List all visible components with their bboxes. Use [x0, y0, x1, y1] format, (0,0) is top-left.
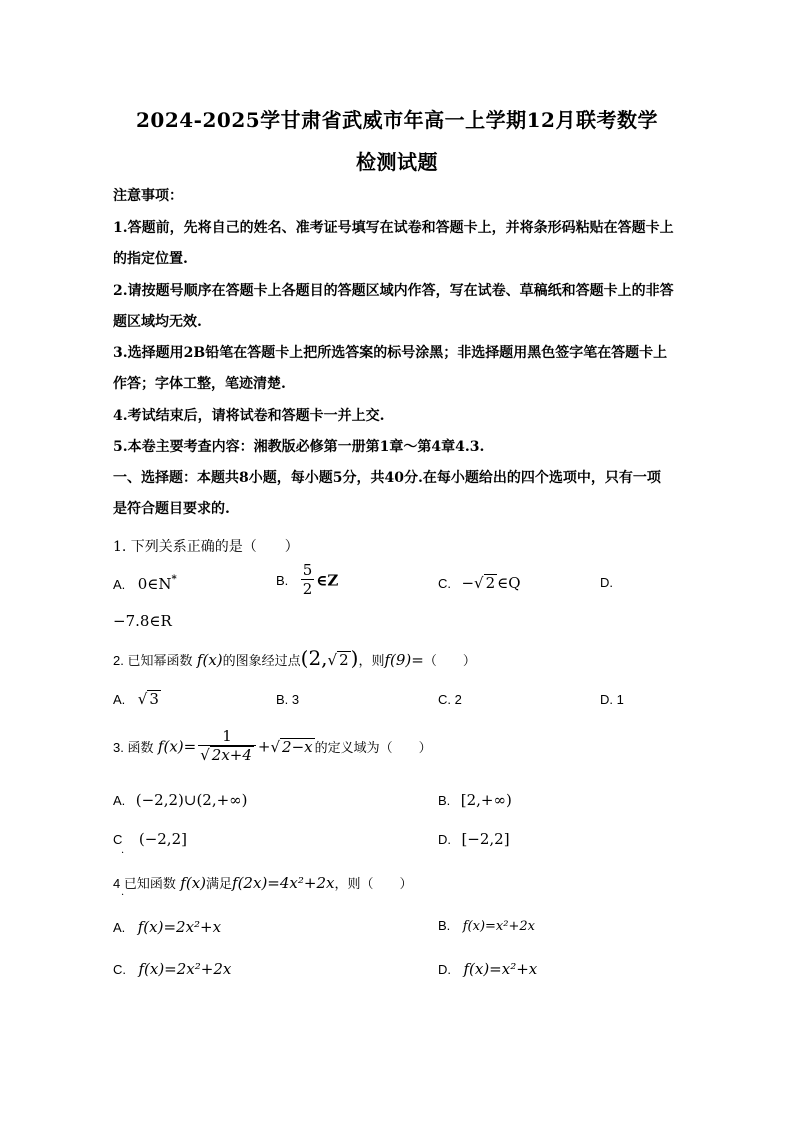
q1-option-a — [113, 574, 177, 593]
q3-option-c — [113, 830, 187, 848]
q3-fx: f(x)= — [157, 737, 197, 756]
q2-option-d: D. 1 — [600, 692, 624, 707]
q3-option-a — [113, 791, 248, 809]
note-3b: 作答；字体工整，笔迹清楚. — [113, 376, 286, 392]
radical-sign: √ — [474, 574, 484, 592]
q3-den-radicand: 2x+4 — [211, 746, 252, 764]
q4-c-expr: f(x)=2x²+2x — [138, 960, 232, 978]
q2-a-radicand: 3 — [149, 690, 159, 708]
option-label: B. — [438, 918, 451, 933]
q4-option-b — [438, 918, 535, 934]
q4-option-c — [113, 960, 231, 978]
q1-c-minus: − — [461, 574, 475, 592]
note-1b: 的指定位置. — [113, 251, 188, 267]
q3-plus: + — [257, 737, 271, 756]
q4-option-d — [438, 960, 537, 978]
option-label: B. — [276, 573, 289, 588]
radical-sign: √ — [200, 746, 210, 764]
fraction-numerator: 1 — [198, 728, 256, 746]
q1-option-b — [276, 562, 338, 599]
stray-dot: · — [121, 890, 125, 901]
q1-option-d-label: D. — [600, 575, 613, 590]
note-2a: 2.请按题号顺序在答题卡上各题目的答题区域内作答，写在试卷、草稿纸和答题卡上的非答 — [113, 283, 674, 299]
radical-sign: √ — [327, 651, 338, 669]
q3-d-expr: [−2,2] — [461, 830, 510, 848]
q4-stem-post: ，则（ ） — [334, 876, 413, 891]
q4-eq: f(2x)=4x²+2x — [232, 874, 335, 892]
page-title: 2024-2025学甘肃省武威市年高一上学期12月联考数学 — [136, 108, 658, 132]
q2-point-radicand: 2 — [339, 651, 349, 669]
option-label: C — [113, 832, 123, 847]
fraction-denominator — [198, 746, 256, 765]
q3-radicand: 2−x — [282, 738, 313, 756]
q3-a-expr: (−2,2)∪(2,+∞) — [135, 791, 248, 809]
stray-dot: · — [121, 848, 125, 859]
q1-c-radicand: 2 — [485, 574, 496, 592]
option-label: A. — [113, 577, 126, 592]
q2-stem — [113, 646, 476, 670]
q1-option-d: −7.8∈R — [113, 612, 172, 630]
q3-fraction — [198, 728, 256, 765]
q1-a-expr: 0∈N — [137, 575, 172, 593]
q2-point-open: (2, — [300, 646, 328, 670]
note-1a: 1.答题前，先将自己的姓名、准考证号填写在试卷和答题卡上，并将条形码粘贴在答题卡上 — [113, 220, 674, 236]
option-label: A. — [113, 793, 126, 808]
q2-point-close: ) — [350, 646, 359, 670]
radical-sign: √ — [137, 690, 148, 708]
note-2b: 题区域均无效. — [113, 314, 202, 330]
option-label: A. — [113, 692, 126, 707]
q3-c-expr: (−2,2] — [138, 830, 187, 848]
option-label: C. — [113, 962, 126, 977]
q2-stem-post2: （ ） — [423, 653, 476, 668]
page-subtitle: 检测试题 — [356, 150, 438, 174]
q2-stem-mid: 的图象经过点 — [222, 653, 301, 668]
fraction-denominator: 2 — [302, 580, 313, 598]
note-5: 5.本卷主要考查内容：湘教版必修第一册第1章～第4章4.3. — [113, 439, 485, 455]
q2-option-a — [113, 690, 161, 708]
option-label: B. — [438, 793, 451, 808]
q4-fx: f(x) — [180, 874, 207, 892]
q1-c-rest: ∈Q — [497, 574, 521, 592]
section-heading-line2: 是符合题目要求的. — [113, 501, 230, 517]
q1-b-fraction — [301, 562, 315, 599]
note-4: 4.考试结束后，请将试卷和答题卡一并上交. — [113, 408, 385, 424]
option-label: D. — [438, 962, 451, 977]
q4-a-expr: f(x)=2x²+x — [137, 918, 222, 936]
q4-d-expr: f(x)=x²+x — [463, 960, 538, 978]
q1-b-rest: ∈Z — [316, 571, 339, 590]
q4-stem-mid: 满足 — [206, 876, 233, 891]
q3-stem — [113, 728, 432, 765]
option-label: A. — [113, 920, 126, 935]
q1-stem: 1. 下列关系正确的是（ ） — [113, 539, 299, 555]
q3-option-d — [438, 830, 510, 848]
q3-stem-post: 的定义域为（ ） — [314, 740, 432, 755]
notes-heading: 注意事项： — [113, 188, 183, 204]
q2-option-b: B. 3 — [276, 692, 300, 707]
q3-b-expr: [2,+∞) — [460, 791, 512, 809]
q2-option-c: C. 2 — [438, 692, 462, 707]
q4-b-expr: f(x)=x²+2x — [462, 919, 535, 934]
q4-stem-pre: 4 已知函数 — [113, 876, 176, 891]
q2-fx: f(x) — [196, 651, 223, 669]
option-label: D. — [438, 832, 451, 847]
q3-stem-pre: 3. 函数 — [113, 740, 154, 755]
q2-f9: f(9)= — [384, 651, 424, 669]
q2-stem-post1: ，则 — [358, 653, 385, 668]
q2-stem-pre: 2. 已知幂函数 — [113, 653, 193, 668]
q1-a-sup: * — [171, 574, 177, 585]
q4-option-a — [113, 918, 221, 936]
section-heading-line1: 一、选择题：本题共8小题，每小题5分，共40分.在每小题给出的四个选项中，只有一项 — [113, 470, 661, 486]
option-label: C. — [438, 576, 451, 591]
note-3a: 3.选择题用2B铅笔在答题卡上把所选答案的标号涂黑；非选择题用黑色签字笔在答题卡上 — [113, 345, 668, 361]
q3-option-b — [438, 791, 512, 809]
radical-sign: √ — [270, 737, 281, 756]
q1-option-c — [438, 574, 521, 592]
q4-stem — [113, 873, 412, 892]
fraction-numerator: 5 — [302, 561, 313, 579]
